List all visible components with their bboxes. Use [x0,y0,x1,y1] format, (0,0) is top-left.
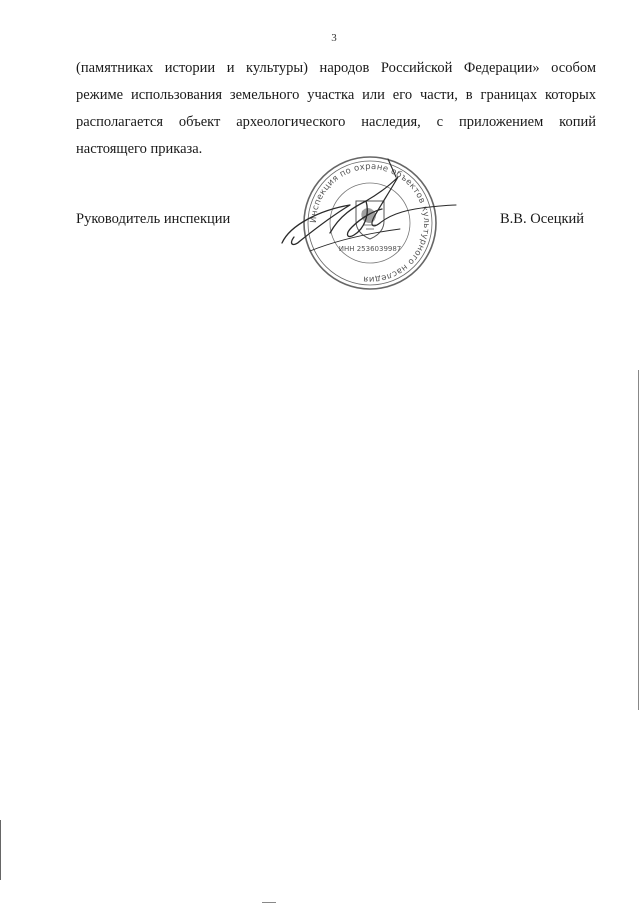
svg-text:Инспекция по охране объектов к [309,162,431,284]
scan-edge-mark [0,820,1,880]
page-number: 3 [331,32,337,44]
seal-center-text: ИНН 2536039987 [338,245,402,253]
official-seal [270,155,470,300]
seal-ring-text: Инспекция по охране объектов культурного наследия [308,161,432,285]
handwritten-signature [282,159,456,251]
signatory-title: Руководитель инспекции [76,211,231,227]
body-line: (памятниках истории и культуры) народов Российской Федерации» особом [76,60,596,76]
body-line: настоящего приказа. [76,141,203,157]
body-line: режиме использования земельного участка или его части, в границах которых [76,87,596,103]
body-paragraph [76,55,596,163]
scan-edge-mark [638,370,639,710]
body-line: располагается объект археологического наследия, с приложением копий [76,114,596,130]
signatory-name: В.В. Осецкий [500,211,585,227]
scan-edge-mark [262,902,276,903]
